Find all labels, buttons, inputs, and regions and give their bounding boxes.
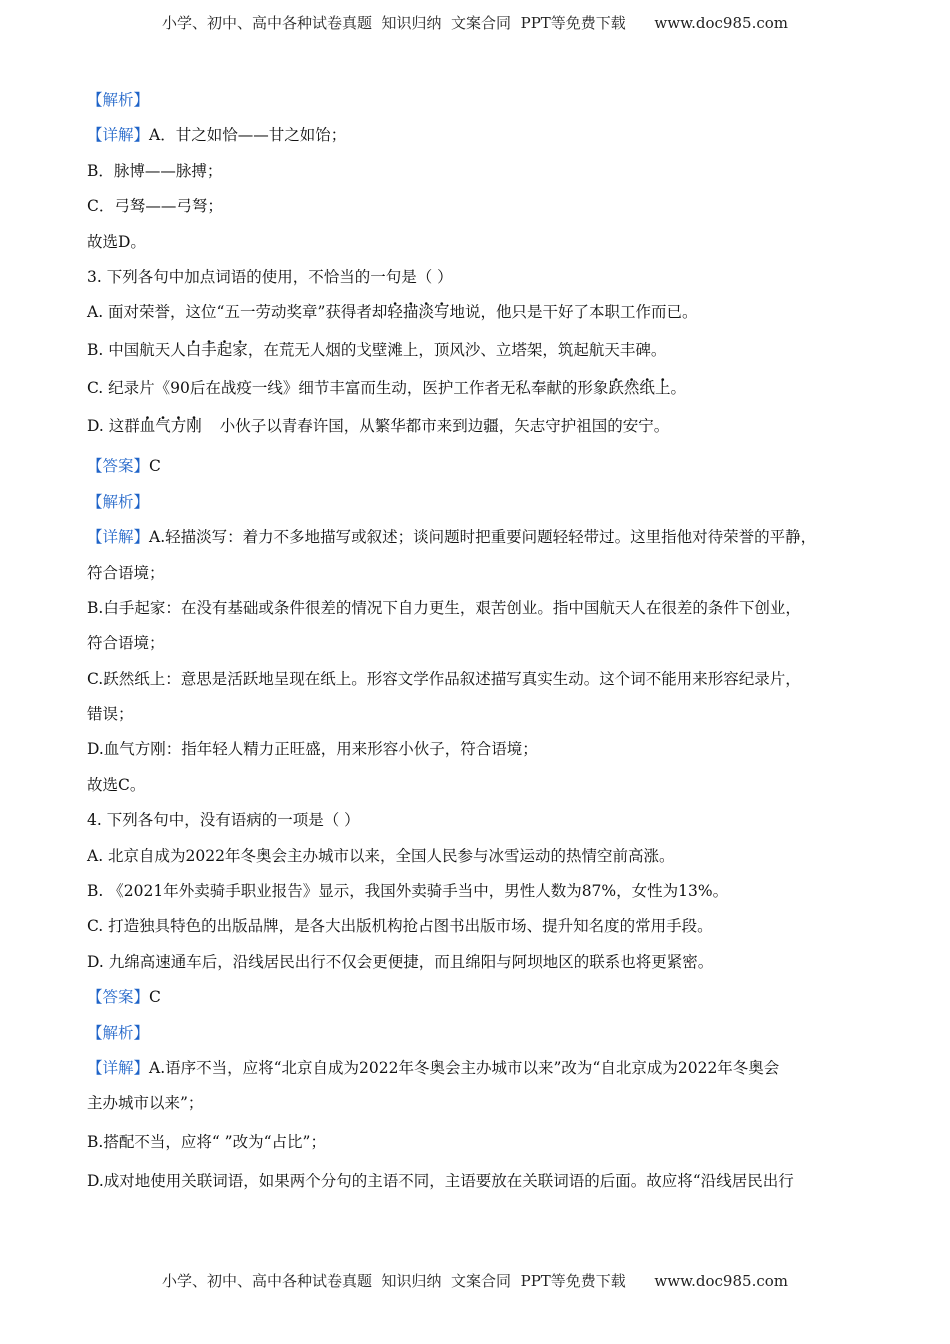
dotted-char: 轻 <box>387 303 403 322</box>
q3-conclusion: 故选C。 <box>87 775 146 794</box>
q2-detail-a <box>87 123 877 147</box>
dotted-char: 描 <box>402 303 419 322</box>
q3-stem: 3. 下列各句中加点词语的使用，不恰当的一句是（ ） <box>87 267 453 286</box>
q3-a-dotted-term <box>387 303 449 321</box>
q3-explain-d: D.血气方刚：指年轻人精力正旺盛，用来形容小伙子，符合语境； <box>87 740 538 759</box>
detail-tag: 【详解】 <box>87 528 150 547</box>
dotted-char: 血 <box>139 417 156 436</box>
dotted-char: 手 <box>201 341 217 360</box>
q4-answer-value: C <box>149 988 161 1007</box>
q2-detail-b: B．脉博——脉搏； <box>87 161 223 180</box>
document-body <box>87 88 877 1205</box>
detail-tag: 【详解】 <box>87 1058 150 1077</box>
answer-tag: 【答案】 <box>87 457 150 476</box>
q3-b-post: ，在荒无人烟的戈壁滩上，顶风沙、立塔架，筑起航天丰碑。 <box>247 341 667 360</box>
q3-option-b <box>87 338 877 362</box>
dotted-char: 家 <box>232 341 248 360</box>
q4-option-b: B. 《2021年外卖骑手职业报告》显示，我国外卖骑手当中，男性人数为87%，女性为13%。 <box>87 882 729 901</box>
q4-option-d: D. 九绵高速通车后，沿线居民出行不仅会更便捷，而且绵阳与阿坝地区的联系也将更紧密。 <box>87 952 714 971</box>
q3-d-pre: D. 这群 <box>87 417 140 436</box>
dotted-char: 跃 <box>608 379 624 398</box>
q3-a-pre: A. 面对荣誉，这位“五一劳动奖章”获得者却 <box>87 303 388 322</box>
q3-explain-a-tail: 符合语境； <box>87 563 165 582</box>
q3-b-pre: B. 中国航天人 <box>87 341 186 360</box>
answer-tag: 【答案】 <box>87 988 150 1007</box>
analysis-tag: 【解析】 <box>87 492 150 511</box>
q4-explain-a-text: A.语序不当，应将“北京自成为2022年冬奥会主办城市以来”改为“自北京成为2022年冬奥会 <box>149 1058 780 1077</box>
dotted-char: 气 <box>155 417 171 436</box>
q4-stem: 4. 下列各句中，没有语病的一项是（ ） <box>87 811 360 830</box>
q3-explain-a <box>87 525 877 549</box>
dotted-char: 白 <box>185 341 202 360</box>
q3-c-pre: C. 纪录片《90后在战疫一线》细节丰富而生动，医护工作者无私奉献的形象 <box>87 379 609 398</box>
dotted-char: 刚 <box>186 417 202 436</box>
q2-conclusion: 故选D。 <box>87 232 146 251</box>
dotted-char: 方 <box>170 417 187 436</box>
q4-explain-a <box>87 1056 877 1080</box>
page-footer: 小学、初中、高中各种试卷真题 知识归纳 文案合同 PPT等免费下载 www.doc985.com <box>161 1272 788 1290</box>
q4-explain-a-tail: 主办城市以来”； <box>87 1094 204 1113</box>
q4-option-c: C. 打造独具特色的出版品牌，是各大出版机构抢占图书出版市场、提升知名度的常用手段。 <box>87 917 713 936</box>
q4-explain-b: B.搭配不当，应将“ ”改为“占比”； <box>87 1133 326 1152</box>
page-header: 小学、初中、高中各种试卷真题 知识归纳 文案合同 PPT等免费下载 www.doc985.com <box>161 14 788 32</box>
q3-d-dotted-term <box>140 417 202 435</box>
q3-explain-b-tail: 符合语境； <box>87 634 165 653</box>
q4-explain-d: D.成对地使用关联词语，如果两个分句的主语不同，主语要放在关联词语的后面。故应将“沿线居民出行 <box>87 1172 794 1191</box>
q3-d-post: 小伙子以青春许国，从繁华都市来到边疆，矢志守护祖国的安宁。 <box>219 417 670 436</box>
q2-detail-c: C．弓驽——弓弩； <box>87 197 223 216</box>
dotted-char: 淡 <box>418 303 434 322</box>
q3-explain-b: B.白手起家：在没有基础或条件很差的情况下自力更生，艰苦创业。指中国航天人在很差的条件下创业， <box>87 598 801 617</box>
q3-c-dotted-term <box>608 379 670 397</box>
dotted-char: 上 <box>654 379 671 398</box>
dotted-char: 写 <box>433 303 450 322</box>
q4-option-a: A. 北京自成为2022年冬奥会主办城市以来，全国人民参与冰雪运动的热情空前高涨。 <box>87 846 675 865</box>
q3-c-post: 。 <box>670 379 686 398</box>
analysis-tag: 【解析】 <box>87 91 150 109</box>
q3-a-post: 地说，他只是干好了本职工作而已。 <box>449 303 698 322</box>
q2-detail-a-text: A．甘之如恰——甘之如饴； <box>149 126 347 145</box>
q3-b-dotted-term <box>186 341 248 359</box>
q3-answer <box>87 454 877 478</box>
q3-answer-value: C <box>149 457 161 476</box>
q3-explain-c: C.跃然纸上：意思是活跃地呈现在纸上。形容文学作品叙述描写真实生动。这个词不能用来形容纪录片， <box>87 669 801 688</box>
q4-answer <box>87 985 877 1009</box>
q3-explain-c-tail: 错误； <box>87 705 134 724</box>
q3-option-c <box>87 376 877 400</box>
q3-option-a <box>87 300 877 324</box>
q3-explain-a-text: A.轻描淡写：着力不多地描写或叙述；谈问题时把重要问题轻轻带过。这里指他对待荣誉的平静， <box>149 528 817 547</box>
detail-tag: 【详解】 <box>87 126 150 145</box>
q3-option-d <box>87 414 877 438</box>
analysis-tag: 【解析】 <box>87 1023 150 1042</box>
dotted-char: 然 <box>623 379 640 398</box>
dotted-char: 起 <box>216 341 233 360</box>
dotted-char: 纸 <box>639 379 655 398</box>
